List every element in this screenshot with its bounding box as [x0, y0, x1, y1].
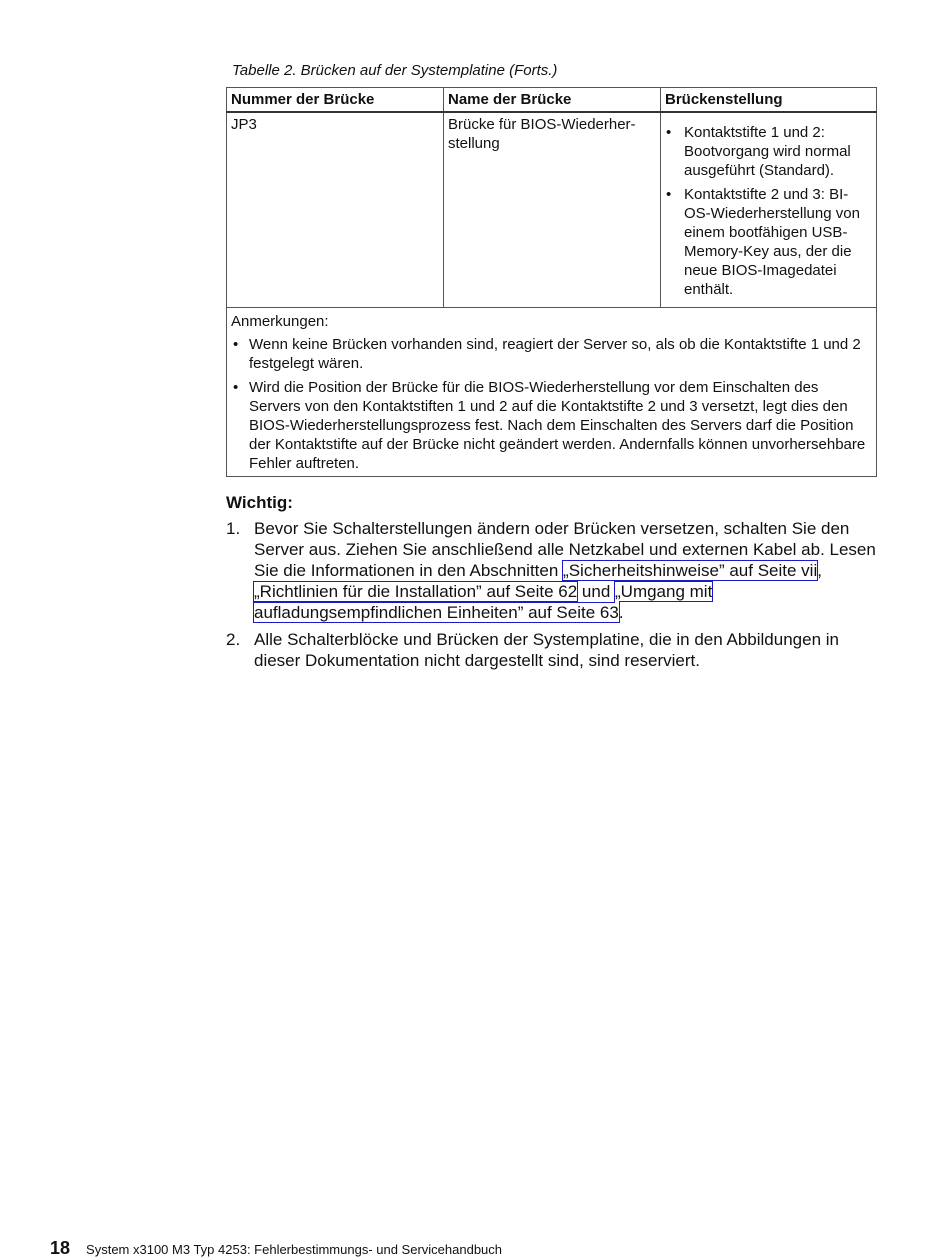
- cell-bridge-settings: [661, 112, 877, 308]
- bridges-table: [226, 87, 877, 477]
- setting-item: • Kontaktstifte 2 und 3: BI-OS-Wiederherstellung von einem bootfähigen USB-Memory-Key aus, der die neue BIOS-Imagedatei enthält.: [665, 185, 872, 299]
- list-number: 2.: [226, 630, 241, 649]
- page-footer: [50, 1238, 502, 1259]
- note-item: • Wird die Position der Brücke für die BIOS-Wiederherstellung vor dem Einschalten des Servers von den Kontaktstiften 1 und 2 auf die Kontaktstifte 2 und 3 versetzt, legt dies den BIOS-Wiederherstellungsprozess fest. Nach dem Einschalten des Servers darf die Position der Kontaktstifte auf der Brücke nicht geändert werden. Andernfalls können unvorhersehbare Fehler auftreten.: [231, 378, 872, 473]
- cell-bridge-name: Brücke für BIOS-Wiederher-stellung: [444, 112, 661, 308]
- item-text-end: .: [618, 603, 624, 622]
- page-number: 18: [50, 1238, 71, 1258]
- item-text: Bevor Sie Schalterstellungen ändern oder Brücken versetzen, schalten Sie den Server aus. Ziehen Sie anschließend alle Netzkabel und externen Kabel ab. Lesen Sie die Informationen in den Abschnitten: [254, 519, 876, 580]
- static-sensitive-devices-link[interactable]: „Umgang mit aufladungsempfindlichen Einheiten” auf Seite 63: [254, 582, 713, 622]
- separator-text: ,: [817, 561, 822, 580]
- header-bridge-name: Name der Brücke: [444, 88, 661, 113]
- important-heading: Wichtig:: [226, 493, 293, 512]
- list-number: 1.: [226, 519, 241, 538]
- note-item: • Wenn keine Brücken vorhanden sind, reagiert der Server so, als ob die Kontaktstifte 1 und 2 festgelegt wären.: [231, 335, 872, 373]
- header-bridge-setting: Brückenstellung: [661, 88, 877, 113]
- notes-title: Anmerkungen:: [231, 313, 329, 330]
- table-header-row: [227, 88, 877, 113]
- setting-item: • Kontaktstifte 1 und 2: Bootvorgang wird normal ausgeführt (Standard).: [665, 123, 872, 180]
- footer-title: System x3100 M3 Typ 4253: Fehlerbestimmungs- und Servicehandbuch: [86, 1242, 503, 1257]
- table-row: [227, 112, 877, 308]
- table-caption: Tabelle 2. Brücken auf der Systemplatine (Forts.): [232, 62, 558, 79]
- safety-link[interactable]: „Sicherheitshinweise” auf Seite vii: [563, 561, 818, 580]
- separator-text: und: [577, 582, 615, 601]
- notes-row: [227, 308, 877, 477]
- installation-guidelines-link[interactable]: „Richtlinien für die Installation” auf Seite 62: [254, 582, 578, 601]
- cell-bridge-number: JP3: [227, 112, 444, 308]
- list-item: [226, 629, 876, 671]
- important-list: [226, 518, 876, 677]
- header-bridge-number: Nummer der Brücke: [227, 88, 444, 113]
- item-text: Alle Schalterblöcke und Brücken der Systemplatine, die in den Abbildungen in dieser Dokumentation nicht dargestellt sind, sind reserviert.: [254, 630, 839, 670]
- notes-cell: [227, 308, 877, 477]
- list-item: [226, 518, 876, 623]
